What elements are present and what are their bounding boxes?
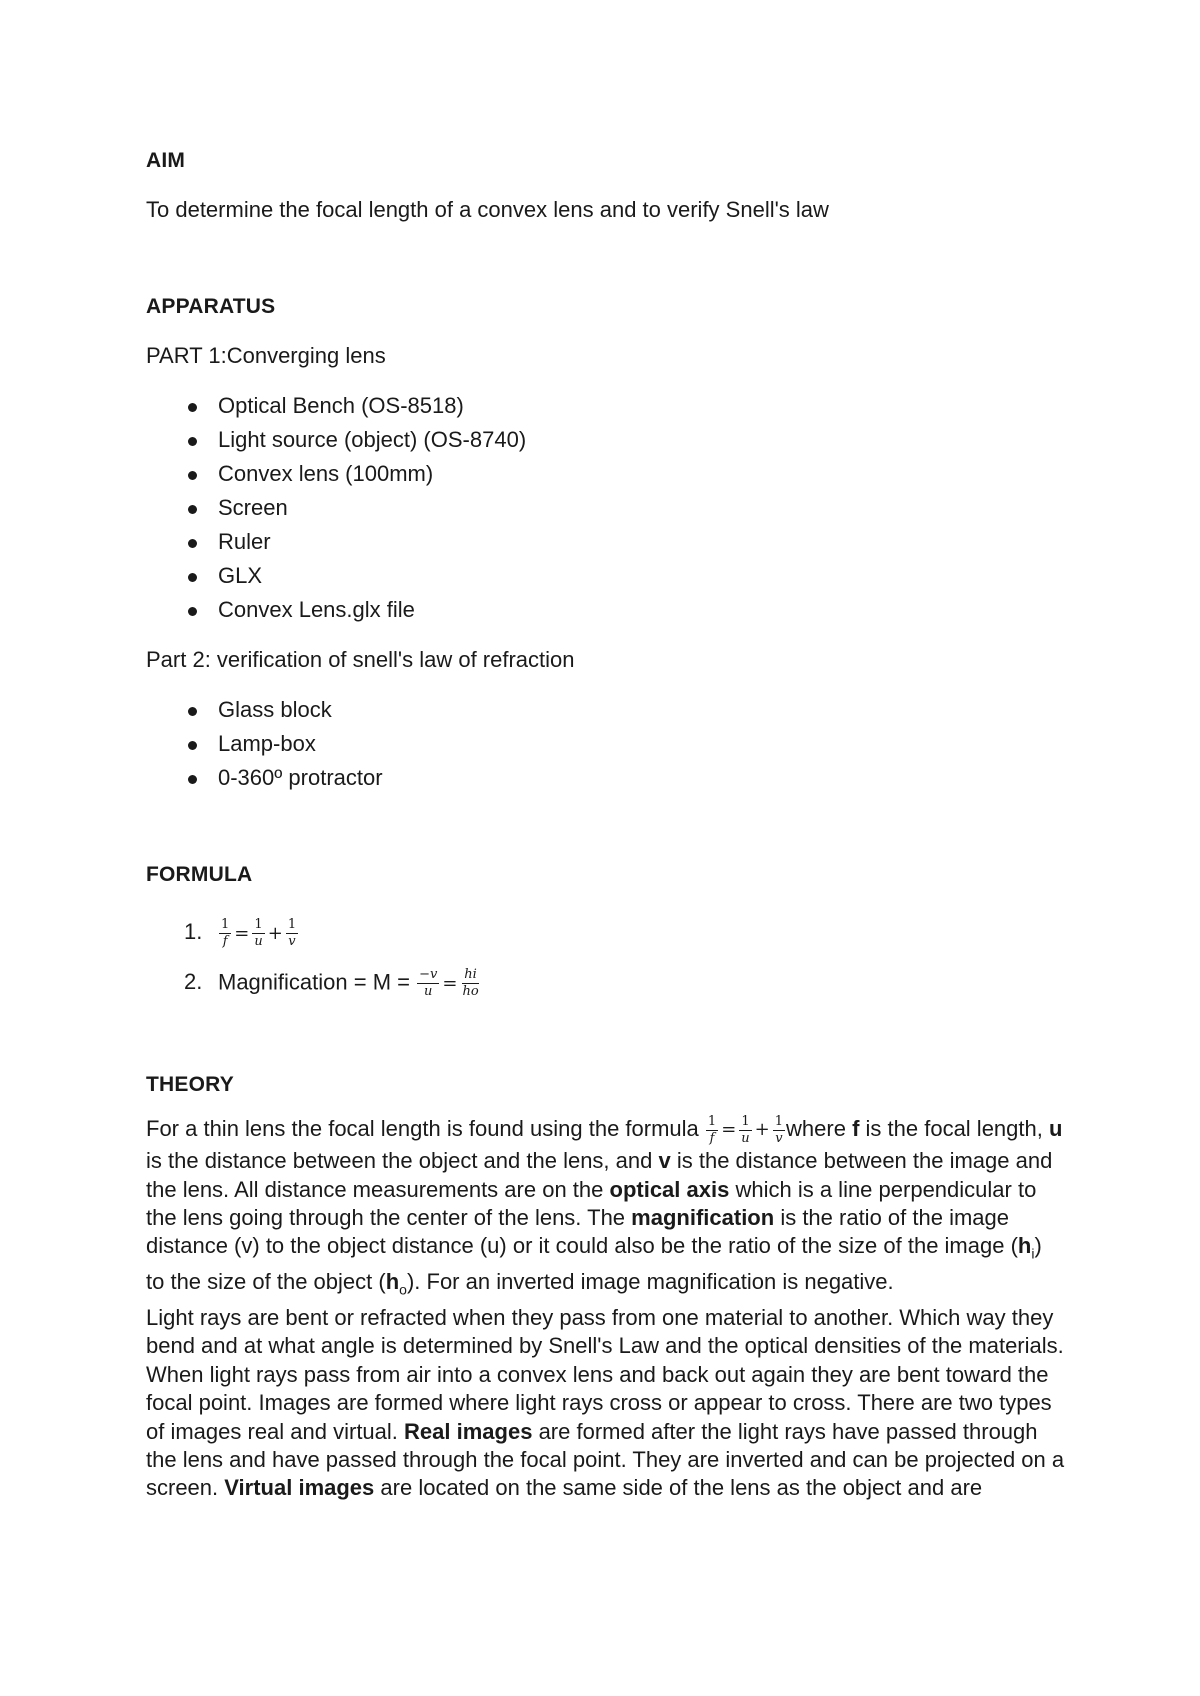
bullet-icon [188,539,197,548]
list-item: Glass block [146,696,383,730]
bullet-icon [188,573,197,582]
bullet-icon [188,707,197,716]
theory-paragraph-1: For a thin lens the focal length is found using the formula $\frac{1}{f}$ = $\frac{1}{u}$ + $\frac{1}{v}$ where f is the focal length, u is the distance between the object and the lens, and v is the distance between the image and the lens. All distance measurements are on the optical axis which is a line perpendicular to the lens going through the center of the lens. The magnification is the ratio of the image distance (v) to the object distance (u) or it could also be the ratio of the size of the image $(h_i)$ to the size of the object $(h_o)$. For an inverted image magnification is negative. [146,1113,1063,1298]
list-item: Ruler [146,528,526,562]
bullet-icon [188,607,197,616]
fraction-hi-over-ho: $\frac{hi}{ho}$ [462,967,479,999]
list-number: 1. [184,919,203,944]
aim-heading: AIM [146,149,186,172]
list-item: 0-360º protractor [146,764,383,798]
list-item: Light source (object) (OS-8740) [146,426,526,460]
part1-title: PART 1:Converging lens [146,343,386,368]
list-number: 2. [184,969,203,994]
part1-list [146,392,526,630]
bullet-icon [188,741,197,750]
aim-text: To determine the focal length of a convex lens and to verify Snell's law [146,197,829,222]
part2-list [146,696,383,798]
formula-list [146,918,482,1018]
formula-heading: FORMULA [146,863,253,886]
bullet-icon [188,775,197,784]
list-item: Optical Bench (OS-8518) [146,392,526,426]
list-item: Screen [146,494,526,528]
apparatus-heading: APPARATUS [146,295,276,318]
bullet-icon [188,471,197,480]
fraction-1-over-u: $\frac{1}{u}$ [254,917,263,949]
formula-magnification: 2. Magnification = M = $\frac{-v}{u}$ = $\frac{hi}{ho}$ [184,967,479,999]
fraction-1-over-u: $\frac{1}{u}$ [741,1113,750,1146]
bullet-icon [188,403,197,412]
fraction-1-over-v: $\frac{1}{v}$ [287,917,297,949]
bullet-icon [188,437,197,446]
fraction-neg-v-over-u: $\frac{-v}{u}$ [419,967,438,999]
list-item: GLX [146,562,526,596]
theory-heading: THEORY [146,1073,234,1096]
bullet-icon [188,505,197,514]
magnification-label: Magnification = M = [218,969,410,995]
list-item: Convex lens (100mm) [146,460,526,494]
list-item: Lamp-box [146,730,383,764]
part2-title: Part 2: verification of snell's law of refraction [146,647,575,672]
list-item: Convex Lens.glx file [146,596,526,630]
theory-body [146,1112,1066,1503]
formula-lens: 1. $\frac{1}{f}$ = $\frac{1}{u}$ + $\frac{1}{v}$ [184,917,297,949]
fraction-1-over-v: $\frac{1}{v}$ [774,1113,784,1146]
theory-paragraph-2: Light rays are bent or refracted when they pass from one material to another. Which way they bend and at what angle is determined by Snell's Law and the optical densities of the materials. When light rays pass from air into a convex lens and back out again they are bent toward the focal point. Images are formed where light rays cross or appear to cross. There are two types of images real and virtual. Real images are formed after the light rays have passed through the lens and have passed through the focal point. They are inverted and can be projected on a screen. Virtual images are located on the same side of the lens as the object and are [146,1305,1065,1501]
fraction-1-over-f: $\frac{1}{f}$ [707,1113,717,1146]
fraction-1-over-f: $\frac{1}{f}$ [221,917,230,949]
